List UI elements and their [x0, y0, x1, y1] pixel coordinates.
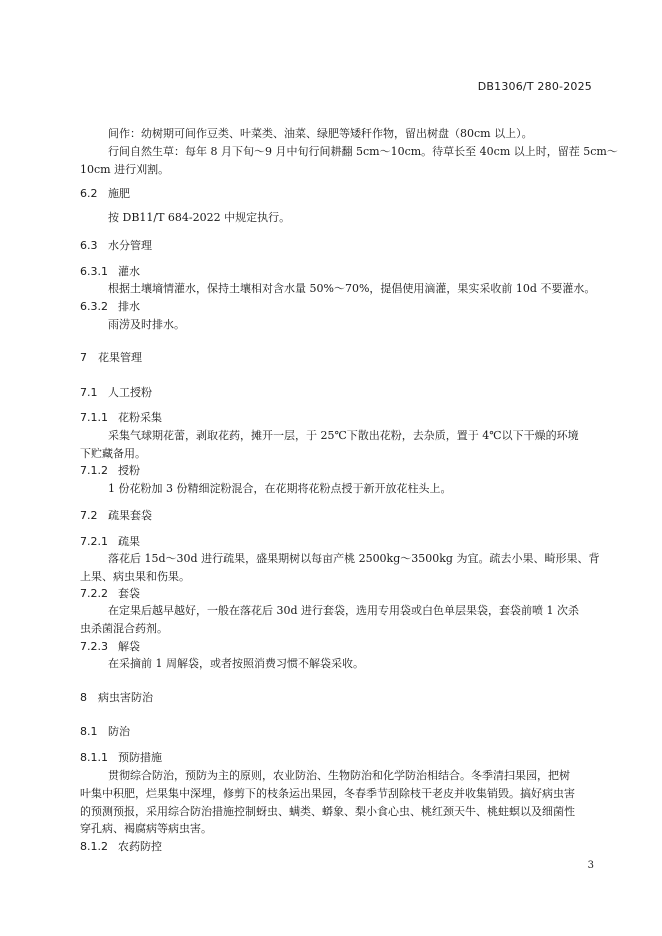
paragraph-prevention-cont-1: 叶集中积肥，烂果集中深埋，修剪下的枝条运出果园，冬春季节刮除枝干老皮并收集销毁。搞好病虫害	[80, 787, 575, 800]
section-number: 7	[80, 351, 87, 364]
paragraph-natural-grass-cont: 10cm 进行刈割。	[80, 163, 170, 176]
section-title: 授粉	[118, 464, 140, 477]
section-title: 排水	[118, 300, 140, 313]
section-heading-8	[80, 690, 600, 705]
section-heading-8-1-1	[80, 750, 600, 765]
paragraph-prevention-cont-3: 穿孔病、褐腐病等病虫害。	[80, 822, 212, 835]
section-number: 6.3	[80, 239, 98, 252]
paragraph-pollen-collection-cont: 下贮藏备用。	[80, 447, 146, 460]
section-heading-7-2-2	[80, 586, 600, 601]
section-heading-8-1-2	[80, 839, 600, 854]
section-heading-7-2-3	[80, 639, 600, 654]
paragraph-prevention-cont-2: 的预测预报，采用综合防治措施控制蚜虫、螨类、蟒象、梨小食心虫、桃红颈天牛、桃蛀螟以及细菌性	[80, 805, 575, 818]
section-number: 7.2.1	[80, 535, 108, 548]
paragraph-fruit-thinning-cont: 上果、病虫果和伤果。	[80, 570, 190, 583]
section-heading-7-2	[80, 508, 600, 523]
section-heading-6-3-1	[80, 264, 600, 279]
section-number: 7.1.2	[80, 464, 108, 477]
section-title: 水分管理	[108, 239, 152, 252]
paragraph-pollination: 1 份花粉加 3 份精细淀粉混合，在花期将花粉点授于新开放花柱头上。	[108, 482, 452, 495]
section-heading-7-1	[80, 385, 600, 400]
section-title: 灌水	[118, 265, 140, 278]
section-number: 8.1	[80, 725, 98, 738]
paragraph-unbagging: 在采摘前 1 周解袋，或者按照消费习惯不解袋采收。	[108, 657, 364, 670]
section-heading-8-1	[80, 724, 600, 739]
section-title: 病虫害防治	[98, 691, 153, 704]
section-title: 预防措施	[118, 751, 162, 764]
section-heading-6-3-2	[80, 299, 600, 314]
section-heading-7-1-1	[80, 410, 600, 425]
section-number: 8.1.2	[80, 840, 108, 853]
paragraph-fruit-thinning: 落花后 15d～30d 进行疏果，盛果期树以每亩产桃 2500kg～3500kg 为宜。疏去小果、畸形果、背	[108, 552, 600, 565]
section-number: 7.2.2	[80, 587, 108, 600]
paragraph-irrigation: 根据土壤墒情灌水，保持土壤相对含水量 50%～70%，提倡使用滴灌，果实采收前 10d 不要灌水。	[108, 282, 596, 295]
section-number: 6.3.2	[80, 300, 108, 313]
section-number: 7.2.3	[80, 640, 108, 653]
section-heading-6-2	[80, 186, 600, 201]
section-number: 7.1	[80, 386, 98, 399]
paragraph-fertilization: 按 DB11/T 684-2022 中规定执行。	[108, 211, 291, 224]
section-heading-7-1-2	[80, 463, 600, 478]
paragraph-natural-grass: 行间自然生草：每年 8 月下旬～9 月中旬行间耕翻 5cm～10cm。待草长至 40cm 以上时，留茬 5cm～	[108, 145, 618, 158]
section-title: 施肥	[108, 187, 130, 200]
section-title: 疏果套袋	[108, 509, 152, 522]
section-number: 6.3.1	[80, 265, 108, 278]
paragraph-pollen-collection: 采集气球期花蕾，剥取花药，摊开一层，于 25℃下散出花粉，去杂质，置于 4℃以下干燥的环境	[108, 429, 579, 442]
section-title: 人工授粉	[108, 386, 152, 399]
paragraph-prevention: 贯彻综合防治，预防为主的原则，农业防治、生物防治和化学防治相结合。冬季清扫果园，把树	[108, 769, 570, 782]
section-heading-6-3	[80, 238, 600, 253]
section-number: 8	[80, 691, 87, 704]
section-heading-7	[80, 350, 600, 365]
section-heading-7-2-1	[80, 534, 600, 549]
section-title: 防治	[108, 725, 130, 738]
section-number: 6.2	[80, 187, 98, 200]
paragraph-intercropping: 间作：幼树期可间作豆类、叶菜类、油菜、绿肥等矮秆作物，留出树盘（80cm 以上）。	[108, 127, 533, 140]
section-number: 7.1.1	[80, 411, 108, 424]
paragraph-drainage: 雨涝及时排水。	[108, 318, 185, 331]
section-number: 7.2	[80, 509, 98, 522]
section-title: 花果管理	[98, 351, 142, 364]
paragraph-bagging: 在定果后越早越好，一般在落花后 30d 进行套袋，选用专用袋或白色单层果袋，套袋前喷 1 次杀	[108, 604, 580, 617]
section-number: 8.1.1	[80, 751, 108, 764]
paragraph-bagging-cont: 虫杀菌混合药剂。	[80, 622, 168, 635]
section-title: 套袋	[118, 587, 140, 600]
section-title: 花粉采集	[118, 411, 162, 424]
page-number: 3	[587, 860, 594, 871]
document-code: DB1306/T 280-2025	[477, 80, 592, 93]
section-title: 解袋	[118, 640, 140, 653]
section-title: 疏果	[118, 535, 140, 548]
section-title: 农药防控	[118, 840, 162, 853]
